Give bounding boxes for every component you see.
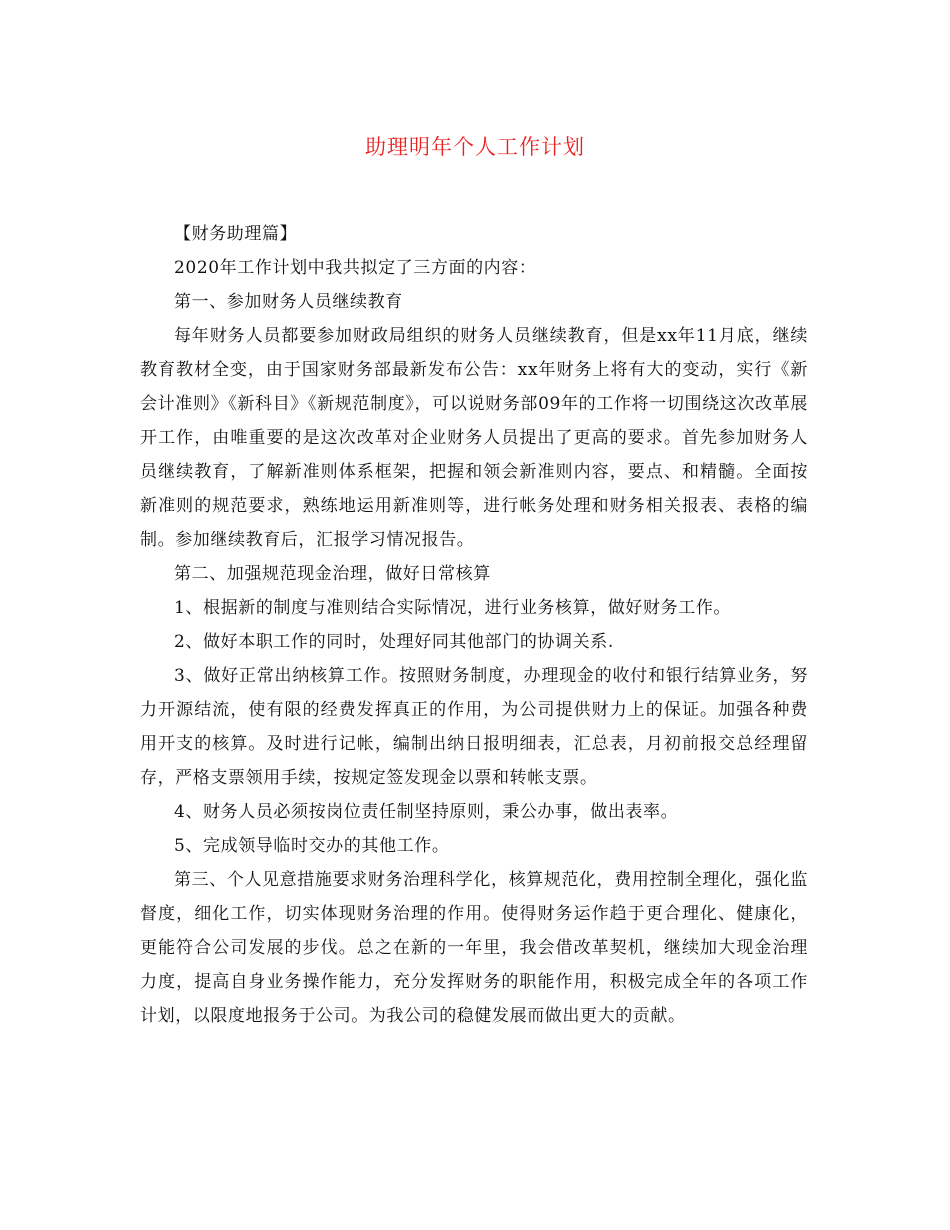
paragraph-item-4: 4、财务人员必须按岗位责任制坚持原则，秉公办事，做出表率。 bbox=[174, 802, 679, 822]
paragraph-section-heading: 【财务助理篇】 bbox=[174, 224, 298, 244]
document-body bbox=[140, 217, 808, 1033]
paragraph-continuing-education: 每年财务人员都要参加财政局组织的财务人员继续教育，但是xx年11月底，继续教育教材全变，由于国家财务部最新发布公告：xx年财务上将有大的变动，实行《新会计准则》《新科目》《新规范制度》，可以说财务部09年的工作将一切围绕这次改革展开工作，由唯重要的是这次改革对企业财务人员提出了更高的要求。首先参加财务人员继续教育，了解新准则体系框架，把握和领会新准则内容，要点、和精髓。全面按新准则的规范要求，熟练地运用新准则等，进行帐务处理和财务相关报表、表格的编制。参加继续教育后，汇报学习情况报告。 bbox=[140, 326, 808, 550]
paragraph-item-2: 2、做好本职工作的同时，处理好同其他部门的协调关系. bbox=[174, 632, 614, 652]
paragraph-part-3: 第三、个人见意措施要求财务治理科学化，核算规范化，费用控制全理化，强化监督度，细化工作，切实体现财务治理的作用。使得财务运作趋于更合理化、健康化，更能符合公司发展的步伐。总之在新的一年里，我会借改革契机，继续加大现金治理力度，提高自身业务操作能力，充分发挥财务的职能作用，积极完成全年的各项工作计划，以限度地报务于公司。为我公司的稳健发展而做出更大的贡献。 bbox=[140, 870, 808, 1026]
paragraph-item-1: 1、根据新的制度与准则结合实际情况，进行业务核算，做好财务工作。 bbox=[174, 598, 732, 618]
paragraph-heading-part-1: 第一、参加财务人员继续教育 bbox=[174, 292, 403, 312]
paragraph-heading-part-2: 第二、加强规范现金治理，做好日常核算 bbox=[174, 564, 491, 584]
paragraph-item-3: 3、做好正常出纳核算工作。按照财务制度，办理现金的收付和银行结算业务，努力开源结流，使有限的经费发挥真正的作用，为公司提供财力上的保证。加强各种费用开支的核算。及时进行记帐，编制出纳日报明细表，汇总表，月初前报交总经理留存，严格支票领用手续，按规定签发现金以票和转帐支票。 bbox=[140, 666, 808, 788]
paragraph-item-5: 5、完成领导临时交办的其他工作。 bbox=[174, 836, 450, 856]
document-title: 助理明年个人工作计划 bbox=[365, 135, 585, 159]
paragraph-intro: 2020年工作计划中我共拟定了三方面的内容： bbox=[174, 258, 537, 278]
